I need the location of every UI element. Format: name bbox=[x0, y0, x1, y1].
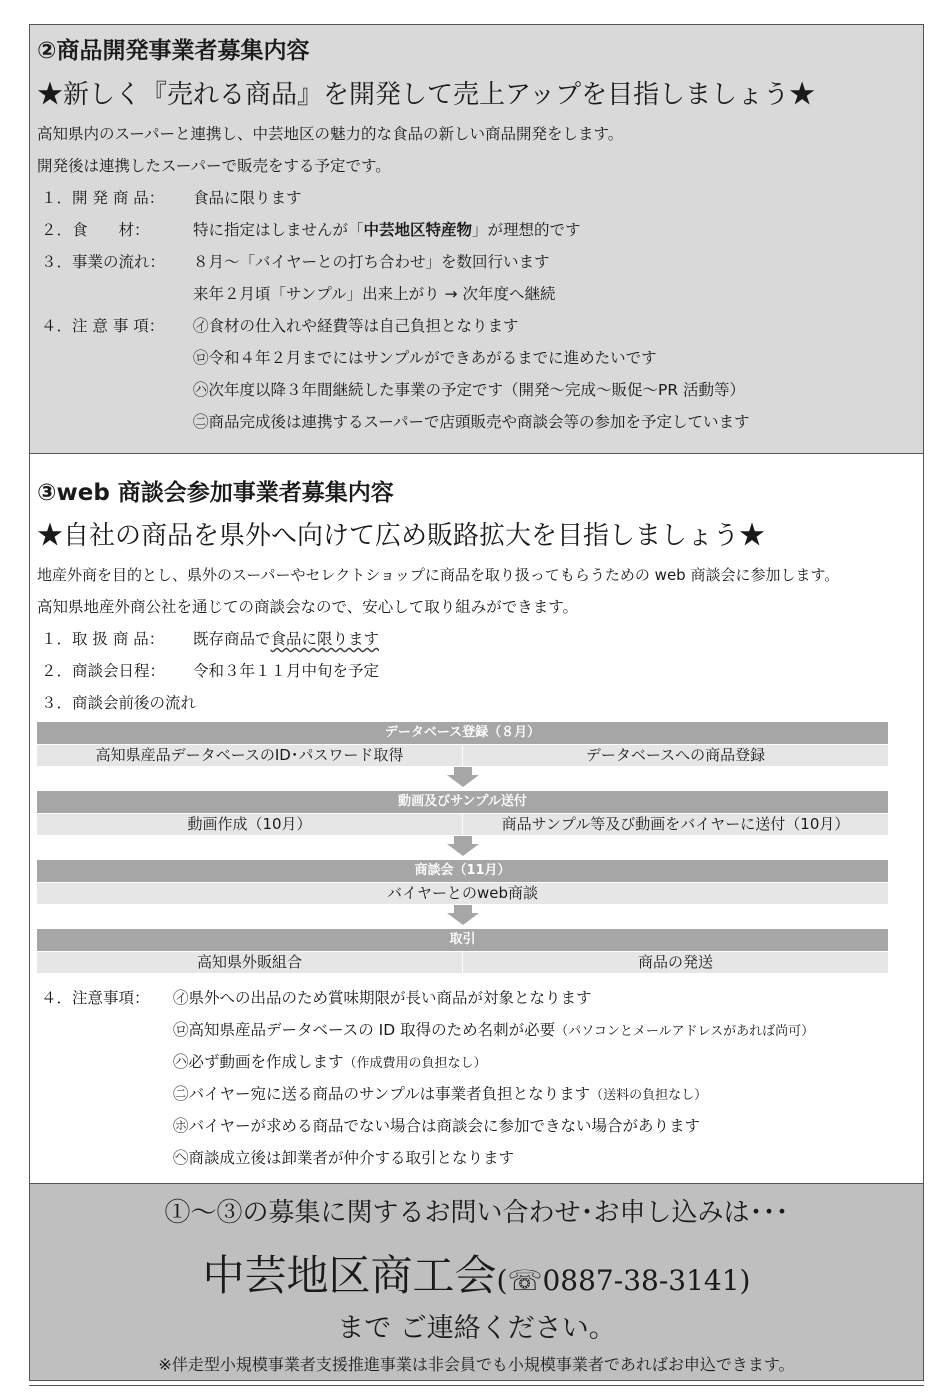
section2-item3-line1: ８月～「バイヤーとの打ち合わせ」を数回行います bbox=[193, 253, 550, 271]
section3-note-4 bbox=[173, 1082, 707, 1104]
note-text: ㋬商談成立後は卸業者が仲介する取引となります bbox=[173, 1149, 515, 1167]
note-text: ㋭バイヤーが求める商品でない場合は商談会に参加できない場合があります bbox=[173, 1117, 701, 1135]
flow-step-3-title: 商談会（11月） bbox=[37, 860, 888, 882]
section2-item2-label: ２．食 材： bbox=[41, 221, 150, 239]
item1-pre: 既存商品で bbox=[193, 630, 271, 648]
contact-org: 中芸地区商工会 bbox=[202, 1251, 497, 1300]
flow-step-3-single: バイヤーとのweb商談 bbox=[386, 884, 539, 902]
note-text: ㋩必ず動画を作成します bbox=[173, 1053, 344, 1071]
item2-bold: 中芸地区特産物 bbox=[363, 221, 473, 239]
section2-slogan: ★新しく『売れる商品』を開発して売上アップを目指しましょう★ bbox=[37, 80, 816, 110]
section3-intro-1: 地産外商を目的とし、県外のスーパーやセレクトショップに商品を取り扱ってもらうための web 商談会に参加します。 bbox=[37, 566, 840, 584]
flow-arrow-1-stem bbox=[454, 767, 472, 775]
section2-note-3: ㋩次年度以降３年間継続した事業の予定です（開発～完成～販促～PR 活動等） bbox=[193, 381, 746, 399]
flow-arrow-2-icon bbox=[447, 844, 479, 856]
flow-arrow-2-stem bbox=[454, 836, 472, 844]
section2-heading: ②商品開発事業者募集内容 bbox=[37, 38, 310, 64]
section3-item4-label: ４．注意事項： bbox=[41, 989, 150, 1007]
flow-step-1-detail bbox=[37, 745, 888, 766]
section3-item2-label: ２．商談会日程： bbox=[41, 662, 166, 680]
note-small: （作成費用の負担なし） bbox=[343, 1056, 487, 1071]
section2-item2-value bbox=[193, 218, 581, 240]
section3-note-6 bbox=[173, 1146, 514, 1168]
contact-footnote: ※伴走型小規模事業者支援推進事業は非会員でも小規模事業者であればお申込できます。 bbox=[158, 1355, 795, 1374]
section2-intro-1: 高知県内のスーパーと連携し、中芸地区の魅力的な食品の新しい商品開発をします。 bbox=[37, 125, 624, 143]
flow-arrow-1-icon bbox=[447, 775, 479, 787]
section2-item3-line2: 来年２月頃「サンプル」出来上がり → 次年度へ継続 bbox=[193, 285, 556, 303]
section2-note-4: ㊁商品完成後は連携するスーパーで店頭販売や商談会等の参加を予定しています bbox=[193, 413, 750, 431]
contact-line-1: ①～③の募集に関するお問い合わせ･お申し込みは･･･ bbox=[164, 1198, 789, 1228]
section2-note-2: ㋺令和４年２月までにはサンプルができあがるまでに進めたいです bbox=[193, 349, 657, 367]
flow-step-2-title: 動画及びサンプル送付 bbox=[37, 791, 888, 813]
section3-item3-label: ３．商談会前後の流れ bbox=[41, 694, 197, 712]
section3-note-3 bbox=[173, 1050, 487, 1072]
contact-line-2 bbox=[37, 1243, 916, 1303]
section3-note-1 bbox=[173, 986, 592, 1008]
contact-phone: (☏0887-38-3141) bbox=[496, 1264, 751, 1297]
note-small: （送料の負担なし） bbox=[590, 1088, 708, 1103]
item2-post: 」が理想的です bbox=[472, 221, 581, 239]
section2-intro-2: 開発後は連携したスーパーで販売をする予定です。 bbox=[37, 157, 391, 175]
flow-arrow-3-icon bbox=[447, 913, 479, 925]
section2-item1-value: 食品に限ります bbox=[193, 189, 302, 207]
flow-step-2-left: 動画作成（10月） bbox=[187, 815, 312, 833]
note-text: ㋺高知県産品データベースの ID 取得のため名刺が必要 bbox=[173, 1021, 556, 1039]
section3-item1-value bbox=[193, 627, 379, 649]
flow-step-1-left: 高知県産品データベースのID･パスワード取得 bbox=[95, 746, 404, 764]
flow-step-1-right: データベースへの商品登録 bbox=[585, 746, 766, 764]
flow-step-4-left: 高知県外販組合 bbox=[196, 953, 302, 971]
note-text: ㊁バイヤー宛に送る商品のサンプルは事業者負担となります bbox=[173, 1085, 591, 1103]
flow-step-4-title: 取引 bbox=[37, 929, 888, 951]
flow-step-2-detail bbox=[37, 814, 888, 835]
section2-note-1: ㋑食材の仕入れや経費等は自己負担となります bbox=[193, 317, 519, 335]
section3-item1-label: １．取 扱 商 品： bbox=[41, 630, 165, 648]
section2-item1-label: １．開 発 商 品： bbox=[41, 189, 165, 207]
item1-wavy: 食品に限ります bbox=[270, 630, 380, 648]
flow-step-3-detail bbox=[37, 883, 888, 904]
flow-arrow-3-stem bbox=[454, 905, 472, 913]
section2-item4-label: ４．注 意 事 項： bbox=[41, 317, 165, 335]
note-text: ㋑県外への出品のため賞味期限が長い商品が対象となります bbox=[173, 989, 592, 1007]
section3-heading: ③web 商談会参加事業者募集内容 bbox=[37, 480, 394, 506]
flow-step-4-detail bbox=[37, 952, 888, 973]
section3-slogan: ★自社の商品を県外へ向けて広め販路拡大を目指しましょう★ bbox=[37, 521, 766, 551]
item2-pre: 特に指定はしませんが「 bbox=[193, 221, 364, 239]
flow-step-4-right: 商品の発送 bbox=[637, 953, 713, 971]
section3-intro-2: 高知県地産外商公社を通じての商談会なので、安心して取り組みができます。 bbox=[37, 598, 578, 616]
bottom-divider bbox=[29, 1385, 924, 1386]
note-small: （パソコンとメールアドレスがあれば尚可） bbox=[555, 1024, 815, 1039]
section3-note-5 bbox=[173, 1114, 700, 1136]
flow-step-2-right: 商品サンプル等及び動画をバイヤーに送付（10月） bbox=[501, 815, 850, 833]
section3-item2-value: 令和３年１１月中旬を予定 bbox=[193, 662, 380, 680]
contact-line-3: まで ご連絡ください。 bbox=[337, 1313, 616, 1344]
flow-step-1-title: データベース登録（８月） bbox=[37, 722, 888, 744]
section3-note-2 bbox=[173, 1018, 814, 1040]
section2-item3-label: ３．事業の流れ： bbox=[41, 253, 166, 271]
